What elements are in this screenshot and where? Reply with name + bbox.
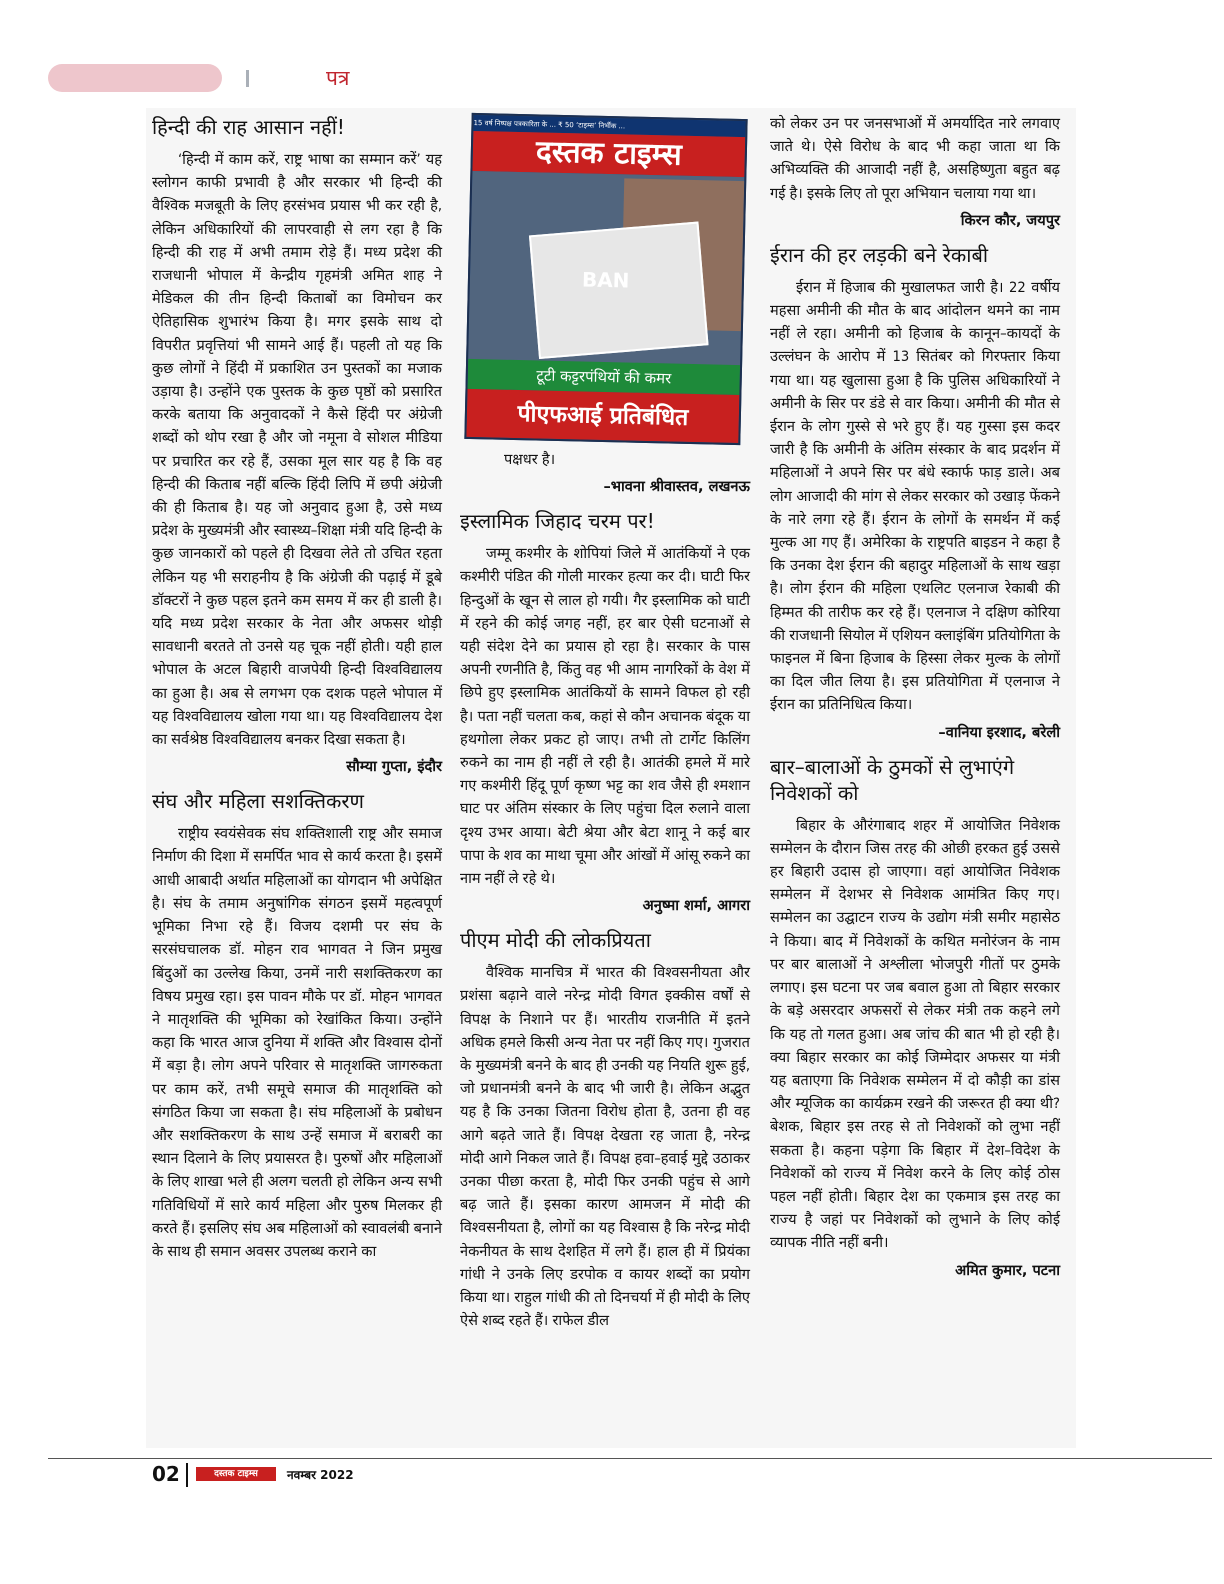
footer-rule xyxy=(48,1458,1212,1459)
letter-body: वैश्विक मानचित्र में भारत की विश्वसनीयता और प्रशंसा बढ़ाने वाले नरेन्द्र मोदी विगत इक्कीस वर्षों से विपक्ष के निशाने पर हैं। भारतीय राजनीति में इतने अधिक हमले किसी अन्य नेता पर नहीं किए गए। गुजरात के मुख्यमंत्री बनने के बाद ही उनकी यह नियति शुरू हुई, जो प्रधानमंत्री बनने के बाद भी जारी है। लेकिन अद्भुत यह है कि उनका जितना विरोध होता है, उतना ही वह आगे बढ़ते जाते हैं। विपक्ष देखता रह जाता है, नरेन्द्र मोदी आगे निकल जाते हैं। विपक्ष हवा–हवाई मुद्दे उठाकर उनका पीछा करता है, मोदी फिर उनकी पहुंच से आगे बढ़ जाते हैं। इसका कारण आमजन में मोदी की विश्वसनीयता है, लोगों का यह विश्वास है कि नरेन्द्र मोदी नेकनीयत के साथ देशहित में लगे हैं। हाल ही में प्रियंका गांधी ने उनके लिए डरपोक व कायर शब्दों का प्रयोग किया था। राहुल गांधी की तो दिनचर्या में ही मोदी के लिए ऐसे शब्द रहते हैं। राफेल डील xyxy=(460,964,750,1330)
letter-heading: पीएम मोदी की लोकप्रियता xyxy=(460,928,651,953)
letter-signature: अमित कुमार, पटना xyxy=(955,1261,1060,1279)
letter-heading: ईरान की हर लड़की बने रेकाबी xyxy=(770,242,989,267)
cover-top-strip: 15 वर्ष निष्पक्ष पत्रकारिता के ... ₹ 50 ‘टाइम्स’ निर्भीक ... xyxy=(473,115,745,137)
column-3 xyxy=(770,112,1060,1292)
letter-signature: –वानिया इरशाद, बरेली xyxy=(938,723,1060,741)
magazine-cover-image xyxy=(464,113,747,445)
page-number: 02 xyxy=(152,1462,180,1486)
cover-subtitle: टूटी कट्टरपंथियों की कमर xyxy=(467,359,740,395)
letter-body: बिहार के औरंगाबाद शहर में आयोजित निवेशक सम्मेलन के दौरान जिस तरह की ओछी हरकत हुई उससे हर बिहारी उदास हो जाएगा। वहां आयोजित निवेशक सम्मेलन में देशभर से निवेशक आमंत्रित किए गए। सम्मेलन का उद्घाटन राज्य के उद्योग मंत्री समीर महासेठ ने किया। बाद में निवेशकों के कथित मनोरंजन के नाम पर बार बालाओं ने अश्लीला भोजपुरी गीतों पर ठुमके लगाए। इस घटना पर जब बवाल हुआ तो बिहार सरकार के बड़े असरदार अफसरों से लेकर मंत्री तक कहने लगे कि यह तो गलत हुआ। अब जांच की बात भी हो रही है। क्या बिहार सरकार का कोई जिम्मेदार अफसर या मंत्री यह बताएगा कि निवेशक सम्मेलन में दो कौड़ी का डांस और म्यूजिक का कार्यक्रम रखने की जरूरत ही क्या थी? बेशक, बिहार इस तरह से तो निवेशकों को लुभा नहीं सकता है। कहना पड़ेगा कि बिहार में देश–विदेश के निवेशकों को राज्य में निवेश करने के लिए कोई ठोस पहल नहीं होती। बिहार देश का एकमात्र इस तरह का राज्य है जहां पर निवेशकों को लुभाने के लिए कोई व्यापक नीति नहीं बनी। xyxy=(770,816,1060,1252)
letter-body: पक्षधर है। xyxy=(504,451,556,468)
letter-body: ईरान में हिजाब की मुखालफत जारी है। 22 वर्षीय महसा अमीनी की मौत के बाद आंदोलन थमने का नाम नहीं ले रहा। अमीनी को हिजाब के कानून–कायदों के उल्लंघन के आरोप में 13 सितंबर को गिरफ्तार किया गया था। यह खुलासा हुआ है कि पुलिस अधिकारियों ने अमीनी के सिर पर डंडे से वार किया। अमीनी की मौत से ईरान के लोग गुस्से से भरे हुए हैं। यह गुस्सा इस कदर जारी है कि अमीनी के अंतिम संस्कार के बाद प्रदर्शन में महिलाओं ने अपने सिर पर बंधे स्कार्फ फाड़ डाले। अब लोग आजादी की मांग से लेकर सरकार को उखाड़ फेंकने के नारे लगा रहे हैं। ईरान के लोगों के समर्थन में कई मुल्क आ गए हैं। अमेरिका के राष्ट्रपति बाइडन ने कहा है कि उनका देश ईरान की बहादुर महिलाओं के साथ खड़ा है। लोग ईरान की महिला एथलिट एलनाज रेकाबी की हिम्मत की तारीफ कर रहे हैं। एलनाज ने दक्षिण कोरिया की राजधानी सियोल में एशियन क्लाइंबिंग प्रतियोगिता के फाइनल में बिना हिजाब के हिस्सा लेकर मुल्क के लोगों का दिल जीत लिया है। इस प्रतियोगिता में एलनाज ने ईरान का प्रतिनिधित्व किया। xyxy=(770,278,1060,714)
footer-logo: दस्तक टाइम्स xyxy=(196,1467,276,1481)
letter-signature: –भावना श्रीवास्तव, लखनऊ xyxy=(603,478,750,496)
header-separator xyxy=(246,70,249,87)
letter-signature: किरन कौर, जयपुर xyxy=(960,211,1060,229)
letter-heading: इस्लामिक जिहाद चरम पर! xyxy=(460,509,655,534)
section-title: पत्र xyxy=(326,66,350,90)
column-2 xyxy=(460,112,750,1337)
footer-separator xyxy=(186,1463,188,1487)
footer-date: नवम्बर 2022 xyxy=(287,1468,354,1482)
letter-body: ‘हिन्दी में काम करें, राष्ट्र भाषा का सम्मान करें’ यह स्लोगन काफी प्रभावी है और सरकार भी हिन्दी की वैश्विक मजबूती के लिए हरसंभव प्रयास भी कर रही है, लेकिन अधिकारियों की लापरवाही से लग रहा है कि हिन्दी की राह में अभी तमाम रोड़े हैं। मध्य प्रदेश की राजधानी भोपाल में केन्द्रीय गृहमंत्री अमित शाह ने मेडिकल की तीन हिन्दी किताबों का विमोचन कर ऐतिहासिक शुभारंभ किया है। मगर इसके साथ दो विपरीत प्रवृत्तियां भी सामने आई हैं। पहली तो यह कि कुछ लोगों ने हिंदी में प्रकाशित उन पुस्तकों का मजाक उड़ाया है। उन्होंने एक पुस्तक के कुछ पृष्ठों को प्रसारित करके बताया कि अनुवादकों ने कैसे हिंदी पर अंग्रेजी शब्दों को थोप रखा है और जो नमूना वे सोशल मीडिया पर प्रचारित कर रहे हैं, उसका मूल सार यह है कि वह हिन्दी की किताब नहीं बल्कि हिंदी लिपि में छपी अंग्रेजी की ही किताब है। यह जो अनुवाद हुआ है, उसे मध्य प्रदेश के मुख्यमंत्री और स्वास्थ्य–शिक्षा मंत्री यदि हिन्दी के कुछ जानकारों को पहले ही दिखवा लेते तो उचित रहता लेकिन यह भी सराहनीय है कि अंग्रेजी की पढ़ाई में डूबे डॉक्टरों ने कुछ पहल इतने कम समय में कर ही डाली है। यदि मध्य प्रदेश सरकार के नेता और अफसर थोड़ी सावधानी बरतते तो उनसे यह चूक नहीं होती। यही हाल भोपाल के अटल बिहारी वाजपेयी हिन्दी विश्वविद्यालय का हुआ है। अब से लगभग एक दशक पहले भोपाल में यह विश्वविद्यालय खोला गया था। यह विश्वविद्यालय देश का सर्वश्रेष्ठ विश्वविद्यालय बनकर दिखा सकता है। xyxy=(152,151,442,749)
cover-headline: पीएफआई प्रतिबंधित xyxy=(466,389,739,443)
letter-body: जम्मू कश्मीर के शोपियां जिले में आतंकियों ने एक कश्मीरी पंडित की गोली मारकर हत्या कर दी। घाटी फिर हिन्दुओं के खून से लाल हो गयी। गैर इस्लामिक को घाटी में रहने की कोई जगह नहीं, हर बार ऐसी घटनाओं से यही संदेश देने का प्रयास हो रहा है। सरकार के पास अपनी रणनीति है, किंतु वह भी आम नागरिकों के वेश में छिपे हुए इस्लामिक आतंकियों के सामने विफल हो रही है। पता नहीं चलता कब, कहां से कौन अचानक बंदूक या हथगोला लेकर प्रकट हो जाए। तभी तो टार्गेट किलिंग रुकने का नाम ही नहीं ले रही है। आतंकी हमले में मारे गए कश्मीरी हिंदू पूर्ण कृष्ण भट्ट का शव जैसे ही श्मशान घाट पर अंतिम संस्कार के लिए पहुंचा दिल रुलाने वाला दृश्य उभर आया। बेटी श्रेया और बेटा शानू ने कई बार पापा के शव का माथा चूमा और आंखों में आंसू रुकने का नाम नहीं ले रहे थे। xyxy=(460,545,750,888)
letter-heading: हिन्दी की राह आसान नहीं! xyxy=(152,115,345,139)
header-pill xyxy=(48,64,222,92)
letter-body: राष्ट्रीय स्वयंसेवक संघ शक्तिशाली राष्ट्र और समाज निर्माण की दिशा में समर्पित भाव से कार्य करता है। इसमें आधी आबादी अर्थात महिलाओं का योगदान भी अपेक्षित है। संघ के तमाम अनुषांगिक संगठन इसमें महत्वपूर्ण भूमिका निभा रहे हैं। विजय दशमी पर संघ के सरसंघचालक डॉ. मोहन राव भागवत ने जिन प्रमुख बिंदुओं का उल्लेख किया, उनमें नारी सशक्तिकरण का विषय प्रमुख रहा। इस पावन मौके पर डॉ. मोहन भागवत ने मातृशक्ति की भूमिका को रेखांकित किया। उन्होंने कहा कि भारत आज दुनिया में शक्ति और विश्वास दोनों में बड़ा है। लोग अपने परिवार से मातृशक्ति जागरुकता पर काम करें, तभी समूचे समाज की मातृशक्ति को संगठित किया जा सकता है। संघ महिलाओं के प्रबोधन और सशक्तिकरण के साथ उन्हें समाज में बराबरी का स्थान दिलाने के लिए प्रयासरत है। पुरुषों और महिलाओं के लिए शाखा भले ही अलग चलती हो लेकिन अन्य सभी गतिविधियों में सारे कार्य महिला और पुरुष मिलकर ही करते हैं। इसलिए संघ अब महिलाओं को स्वावलंबी बनाने के साथ ही समान अवसर उपलब्ध कराने का xyxy=(152,825,442,1260)
column-1 xyxy=(152,112,442,1267)
letter-body: को लेकर उन पर जनसभाओं में अमर्यादित नारे लगवाए जाते थे। ऐसे विरोध के बाद भी कहा जाता था कि अभिव्यक्ति की आजादी नहीं है, असहिष्णुता बहुत बढ़ गई है। इसके लिए तो पूरा अभियान चलाया गया था। xyxy=(770,115,1060,202)
letter-heading: संघ और महिला सशक्तिकरण xyxy=(152,789,364,814)
letter-heading: बार–बालाओं के ठुमकों से लुभाएंगे निवेशकों को xyxy=(770,754,1015,805)
letter-signature: सौम्या गुप्ता, इंदौर xyxy=(346,758,442,776)
cover-ban-text: BAN xyxy=(581,267,630,293)
letter-signature: अनुष्मा शर्मा, आगरा xyxy=(642,897,750,915)
cover-masthead: दस्तक टाइम्स xyxy=(472,131,745,177)
